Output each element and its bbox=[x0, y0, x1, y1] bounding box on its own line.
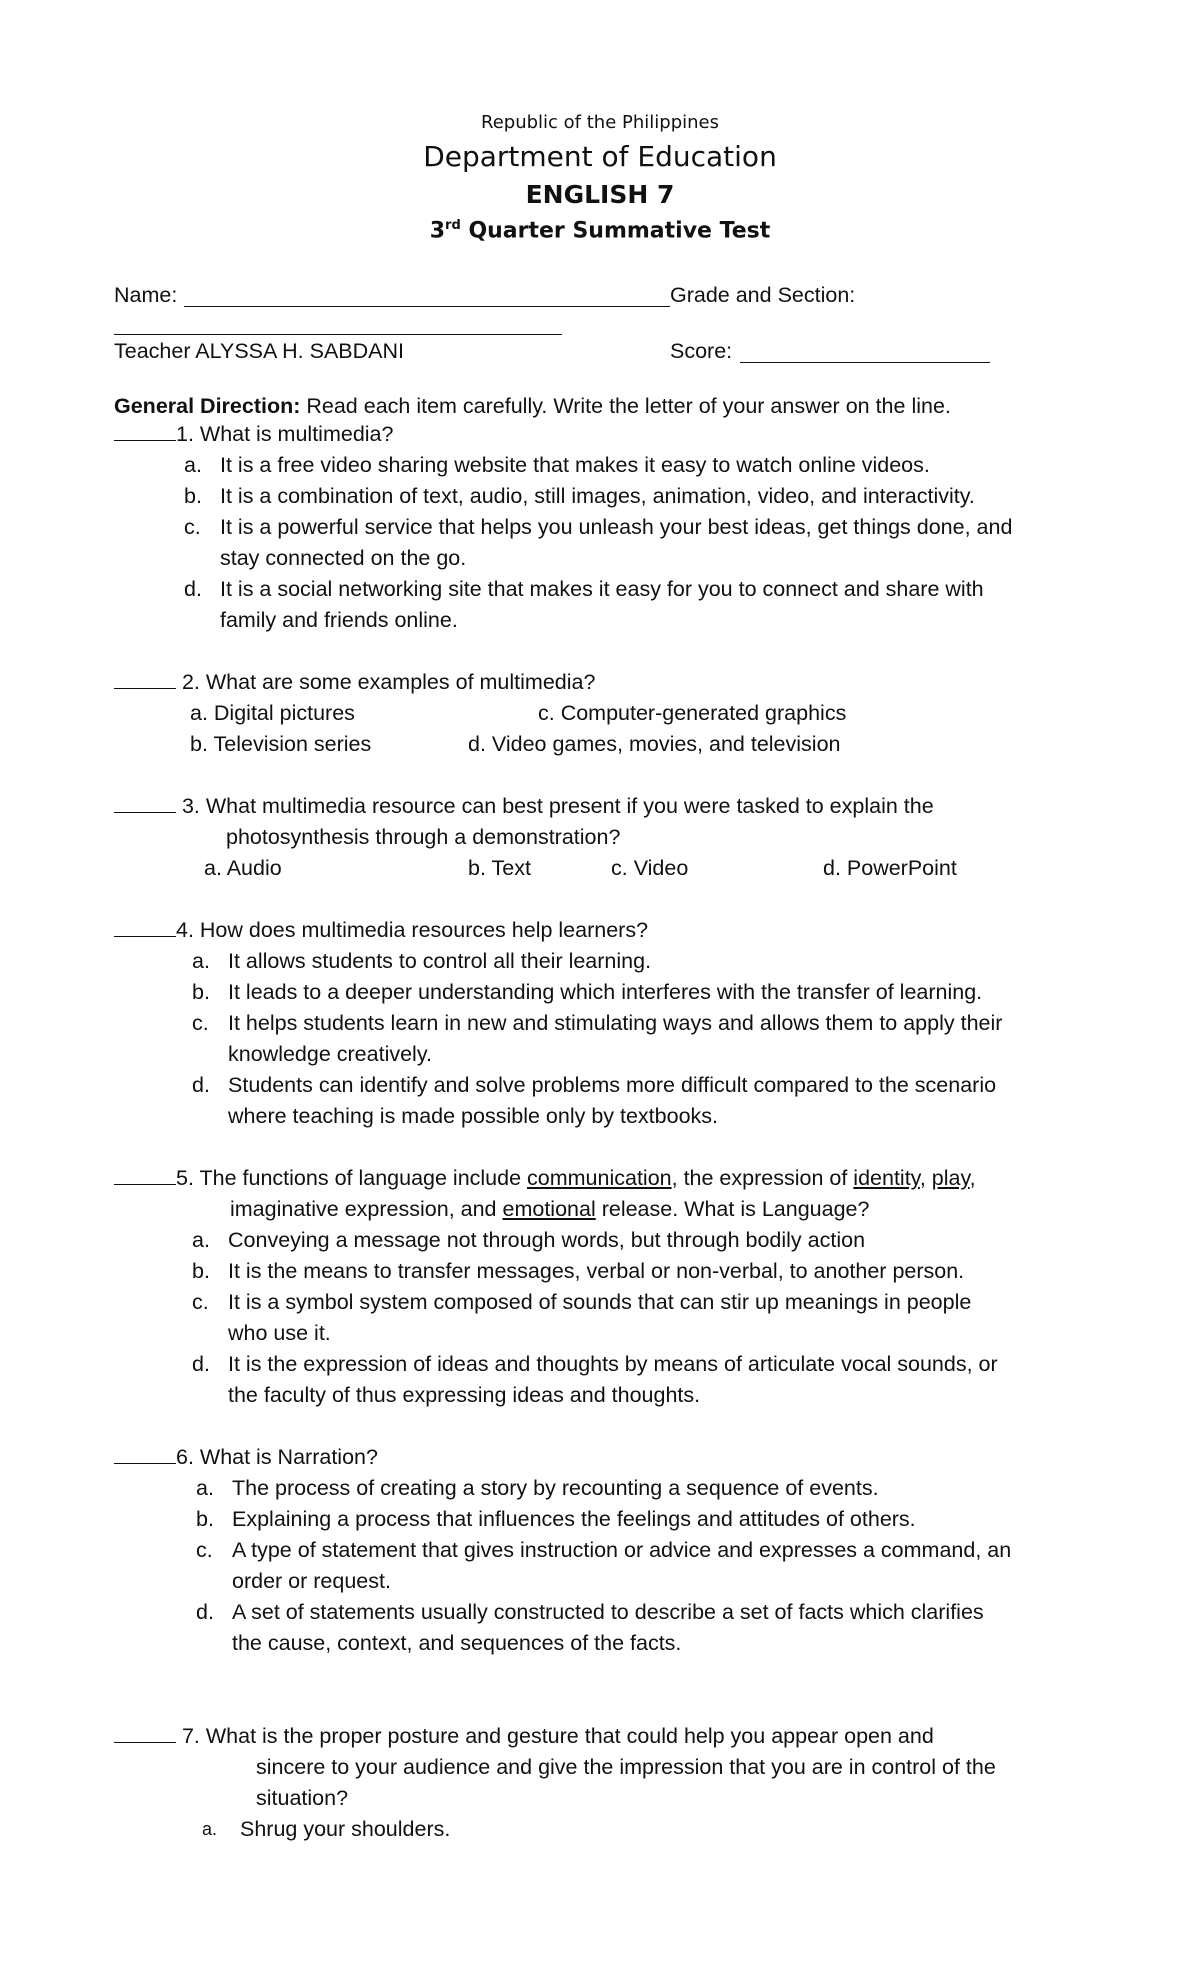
q5-option-b-letter: b. bbox=[192, 1259, 210, 1283]
q4-option-b-letter: b. bbox=[192, 980, 210, 1004]
name-label: Name: bbox=[114, 283, 178, 307]
direction-label: General Direction: bbox=[114, 394, 301, 418]
general-direction bbox=[114, 391, 951, 421]
q1-option-b-letter: b. bbox=[184, 484, 202, 508]
question-7 bbox=[114, 1721, 934, 1751]
q1-option-d-line2: family and friends online. bbox=[220, 608, 458, 632]
q1-option-b: It is a combination of text, audio, still images, animation, video, and interactivity. bbox=[220, 484, 975, 508]
q6-option-a-letter: a. bbox=[196, 1476, 214, 1500]
q5-underlined-play: play bbox=[931, 1166, 970, 1190]
q4-option-a: It allows students to control all their learning. bbox=[228, 949, 652, 973]
q1-option-a-letter: a. bbox=[184, 453, 202, 477]
q1-option-d-line1: It is a social networking site that makes it easy for you to connect and share with bbox=[220, 577, 984, 601]
q4-option-c-line2: knowledge creatively. bbox=[228, 1042, 432, 1066]
q4-option-d-line2: where teaching is made possible only by textbooks. bbox=[228, 1104, 718, 1128]
answer-blank-1[interactable] bbox=[114, 422, 176, 441]
q4-option-c-line1: It helps students learn in new and stimulating ways and allows them to apply their bbox=[228, 1011, 1003, 1035]
answer-blank-7[interactable] bbox=[114, 1724, 176, 1743]
q5-text-6: release. What is Language? bbox=[595, 1197, 870, 1221]
q5-option-d-line1: It is the expression of ideas and thoughts by means of articulate vocal sounds, or bbox=[228, 1352, 998, 1376]
q1-option-c-line1: It is a powerful service that helps you unleash your best ideas, get things done, and bbox=[220, 515, 1013, 539]
quarter-ordinal: rd bbox=[445, 218, 461, 233]
q5-underlined-identity: identity bbox=[853, 1166, 920, 1190]
q2-option-d: d. Video games, movies, and television bbox=[468, 732, 841, 756]
q1-option-c-letter: c. bbox=[184, 515, 201, 539]
question-3-stem-line2: photosynthesis through a demonstration? bbox=[226, 825, 621, 849]
question-5 bbox=[114, 1163, 976, 1193]
q5-underlined-communication: communication bbox=[527, 1166, 672, 1190]
q5-option-a: Conveying a message not through words, but through bodily action bbox=[228, 1228, 866, 1252]
q1-option-a: It is a free video sharing website that makes it easy to watch online videos. bbox=[220, 453, 930, 477]
q6-option-d-letter: d. bbox=[196, 1600, 214, 1624]
q2-option-b: b. Television series bbox=[190, 732, 372, 756]
answer-blank-6[interactable] bbox=[114, 1445, 176, 1464]
q6-option-d-line2: the cause, context, and sequences of the facts. bbox=[232, 1631, 682, 1655]
q3-option-b: b. Text bbox=[468, 856, 531, 880]
question-3-stem-line1: 3. What multimedia resource can best present if you were tasked to explain the bbox=[176, 794, 934, 818]
question-1 bbox=[114, 419, 393, 449]
q1-option-d-letter: d. bbox=[184, 577, 202, 601]
question-7-stem-line1: 7. What is the proper posture and gesture that could help you appear open and bbox=[176, 1724, 934, 1748]
subject-heading: ENGLISH 7 bbox=[525, 180, 675, 209]
q6-option-a: The process of creating a story by recounting a sequence of events. bbox=[232, 1476, 879, 1500]
q4-option-a-letter: a. bbox=[192, 949, 210, 973]
question-6-stem: 6. What is Narration? bbox=[176, 1445, 378, 1469]
q5-text-5: imaginative expression, and bbox=[230, 1197, 503, 1221]
q6-option-b: Explaining a process that influences the feelings and attitudes of others. bbox=[232, 1507, 916, 1531]
q4-option-d-letter: d. bbox=[192, 1073, 210, 1097]
q5-text-3: , bbox=[919, 1166, 932, 1190]
q5-text-2: , the expression of bbox=[671, 1166, 854, 1190]
answer-blank-3[interactable] bbox=[114, 794, 176, 813]
q6-option-c-line1: A type of statement that gives instruction or advice and expresses a command, an bbox=[232, 1538, 1012, 1562]
name-field-line[interactable] bbox=[184, 306, 670, 307]
q2-option-a: a. Digital pictures bbox=[190, 701, 355, 725]
answer-blank-4[interactable] bbox=[114, 918, 176, 937]
q5-option-b: It is the means to transfer messages, verbal or non-verbal, to another person. bbox=[228, 1259, 965, 1283]
answer-blank-2[interactable] bbox=[114, 670, 176, 689]
question-2 bbox=[114, 667, 595, 697]
q3-option-c: c. Video bbox=[611, 856, 689, 880]
quarter-number: 3 bbox=[429, 218, 446, 244]
question-4-stem: 4. How does multimedia resources help learners? bbox=[176, 918, 649, 942]
q2-option-c: c. Computer-generated graphics bbox=[538, 701, 847, 725]
department-heading: Department of Education bbox=[423, 140, 777, 173]
score-field-line[interactable] bbox=[740, 362, 990, 363]
question-4 bbox=[114, 915, 648, 945]
test-title bbox=[0, 218, 1200, 243]
q4-option-c-letter: c. bbox=[192, 1011, 209, 1035]
q6-option-b-letter: b. bbox=[196, 1507, 214, 1531]
teacher-name: Teacher ALYSSA H. SABDANI bbox=[114, 339, 404, 363]
q7-option-a: Shrug your shoulders. bbox=[240, 1817, 451, 1841]
q5-option-d-letter: d. bbox=[192, 1352, 210, 1376]
country-heading: Republic of the Philippines bbox=[481, 112, 719, 133]
q5-option-c-line2: who use it. bbox=[228, 1321, 331, 1345]
q4-option-d-line1: Students can identify and solve problems more difficult compared to the scenario bbox=[228, 1073, 997, 1097]
q6-option-c-letter: c. bbox=[196, 1538, 213, 1562]
q1-option-c-line2: stay connected on the go. bbox=[220, 546, 467, 570]
question-7-stem-line3: situation? bbox=[256, 1786, 349, 1810]
q5-text-4: , bbox=[969, 1166, 976, 1190]
question-7-stem-line2: sincere to your audience and give the impression that you are in control of the bbox=[256, 1755, 996, 1779]
q5-option-a-letter: a. bbox=[192, 1228, 210, 1252]
score-label: Score: bbox=[670, 339, 733, 363]
question-3 bbox=[114, 791, 934, 821]
q3-option-a: a. Audio bbox=[204, 856, 282, 880]
test-title-text: Quarter Summative Test bbox=[468, 218, 771, 244]
answer-blank-5[interactable] bbox=[114, 1166, 176, 1185]
q5-underlined-emotional: emotional bbox=[502, 1197, 596, 1221]
q5-option-c-line1: It is a symbol system composed of sounds that can stir up meanings in people bbox=[228, 1290, 972, 1314]
question-5-line2 bbox=[230, 1194, 869, 1224]
question-2-stem: 2. What are some examples of multimedia? bbox=[176, 670, 596, 694]
q3-option-d: d. PowerPoint bbox=[823, 856, 957, 880]
q7-option-a-letter: a. bbox=[202, 1819, 218, 1839]
q5-option-c-letter: c. bbox=[192, 1290, 209, 1314]
question-6 bbox=[114, 1442, 378, 1472]
q5-option-d-line2: the faculty of thus expressing ideas and thoughts. bbox=[228, 1383, 701, 1407]
question-1-stem: 1. What is multimedia? bbox=[176, 422, 394, 446]
q6-option-d-line1: A set of statements usually constructed to describe a set of facts which clarifies bbox=[232, 1600, 984, 1624]
grade-section-field-line[interactable] bbox=[114, 334, 562, 335]
q5-text-1: 5. The functions of language include bbox=[176, 1166, 528, 1190]
grade-section-label: Grade and Section: bbox=[670, 283, 856, 307]
q6-option-c-line2: order or request. bbox=[232, 1569, 391, 1593]
direction-text: Read each item carefully. Write the letter of your answer on the line. bbox=[300, 394, 951, 418]
q4-option-b: It leads to a deeper understanding which interferes with the transfer of learning. bbox=[228, 980, 983, 1004]
